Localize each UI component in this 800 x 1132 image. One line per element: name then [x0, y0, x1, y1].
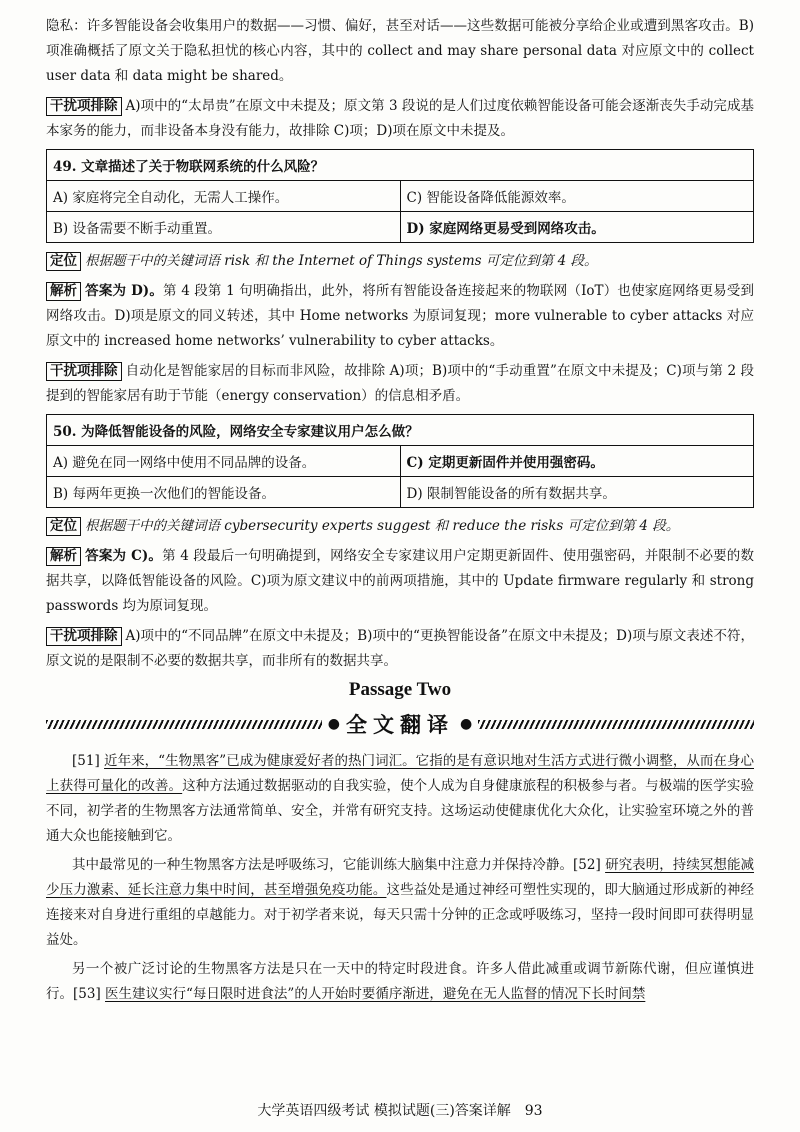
q50-analysis	[46, 544, 754, 619]
q50-distractor-text: A)项中的“不同品牌”在原文中未提及；B)项中的“更换智能设备”在原文中未提及；D)项与原文表述不符，原文说的是限制不必要的数据共享，而非所有的数据共享。	[46, 628, 754, 669]
q50-option-d: D) 限制智能设备的所有数据共享。	[400, 477, 754, 508]
q49-option-c: C) 智能设备降低能源效率。	[400, 181, 754, 212]
analysis-tag: 解析	[46, 547, 81, 566]
answer-page	[46, 14, 754, 1011]
hatch-divider-right	[478, 720, 754, 729]
marker-53: [53]	[73, 986, 101, 1002]
q49-location	[46, 249, 754, 274]
hatch-divider-left	[46, 720, 322, 729]
location-tag: 定位	[46, 252, 81, 271]
q49-option-a: A) 家庭将完全自动化，无需人工操作。	[47, 181, 401, 212]
q50-analysis-text: 第 4 段最后一句明确提到，网络安全专家建议用户定期更新固件、使用强密码，并限制不必要的数据共享，以降低智能设备的风险。C)项为原文建议中的前两项措施，其中的 Update firmware regularly 和 strong passwords 均为原词复现。	[46, 548, 754, 614]
q48-distractor-analysis	[46, 94, 754, 144]
q48-distractor-text: A)项中的“太昂贵”在原文中未提及；原文第 3 段说的是人们过度依赖智能设备可能会逐渐丧失手动完成基本家务的能力，而非设备本身没有能力，故排除 C)项；D)项在原文中未提及。	[46, 98, 754, 139]
bullet-icon: ●	[460, 716, 473, 732]
q49-distractor-text: 自动化是智能家居的目标而非风险，故排除 A)项；B)项中的“手动重置”在原文中未提及；C)项与第 2 段提到的智能家居有助于节能（energy conservation）的信息相矛盾。	[46, 363, 754, 404]
privacy-explanation: 隐私：许多智能设备会收集用户的数据——习惯、偏好，甚至对话——这些数据可能被分享给企业或遭到黑客攻击。B)项准确概括了原文关于隐私担忧的核心内容，其中的 collect and may share personal data 对应原文中的 collect user data 和 data might be shared。	[46, 18, 754, 84]
q49-analysis	[46, 279, 754, 354]
section-banner	[46, 707, 754, 741]
translation-paragraph-2	[46, 853, 754, 953]
page-footer: 大学英语四级考试 模拟试题(三)答案详解 93	[257, 1103, 543, 1119]
passage-title: Passage Two	[348, 679, 452, 700]
q49-answer: 答案为 D)。	[85, 283, 164, 299]
q49-option-d: D) 家庭网络更易受到网络攻击。	[400, 212, 754, 243]
q50-option-b: B) 每两年更换一次他们的智能设备。	[47, 477, 401, 508]
q50-distractor	[46, 624, 754, 674]
question-50-stem: 50. 为降低智能设备的风险，网络安全专家建议用户怎么做？	[47, 415, 754, 446]
location-tag: 定位	[46, 517, 81, 536]
translation-text: 其中最常见的一种生物黑客方法是呼吸练习，它能训练大脑集中注意力并保持冷静。	[72, 857, 574, 873]
analysis-tag: 解析	[46, 282, 81, 301]
section-title: 全文翻译	[346, 713, 454, 737]
bullet-icon: ●	[327, 716, 340, 732]
question-49-stem: 49. 文章描述了关于物联网系统的什么风险？	[47, 150, 754, 181]
question-49-box	[46, 149, 754, 243]
q50-answer: 答案为 C)。	[85, 548, 163, 564]
translation-paragraph-1	[46, 749, 754, 849]
distractor-tag: 干扰项排除	[46, 627, 122, 646]
q50-option-a: A) 避免在同一网络中使用不同品牌的设备。	[47, 446, 401, 477]
q50-option-c: C) 定期更新固件并使用强密码。	[400, 446, 754, 477]
distractor-tag: 干扰项排除	[46, 362, 122, 381]
marker-52: [52]	[573, 857, 601, 873]
q49-option-b: B) 设备需要不断手动重置。	[47, 212, 401, 243]
distractor-tag: 干扰项排除	[46, 97, 122, 116]
marker-51: [51]	[72, 753, 100, 769]
underlined-sentence-52: 研究表明，持续冥想能减少压力激素、延长注意力集中时间，甚至增强免疫功能。	[46, 857, 755, 898]
translation-body	[46, 749, 754, 1007]
q49-location-text: 根据题干中的关键词语 risk 和 the Internet of Things systems 可定位到第 4 段。	[85, 253, 598, 269]
underlined-sentence-51: 近年来，“生物黑客”已成为健康爱好者的热门词汇。它指的是有意识地对生活方式进行微小调整，从而在身心上获得可量化的改善。	[46, 753, 754, 794]
question-50-box	[46, 414, 754, 508]
q50-location	[46, 514, 754, 539]
q49-analysis-text: 第 4 段第 1 句明确指出，此外，将所有智能设备连接起来的物联网（IoT）也使家庭网络更易受到网络攻击。D)项是原文的同义转述，其中 Home networks 为原词复现；more vulnerable to cyber attacks 对应原文中的 increased home networks’ vulnerability to cyber attacks。	[46, 283, 754, 349]
translation-text: 这些益处是通过神经可塑性实现的，即大脑通过形成新的神经连接来对自身进行重组的卓越能力。对于初学者来说，每天只需十分钟的正念或呼吸练习，坚持一段时间即可获得明显益处。	[46, 882, 755, 948]
translation-paragraph-3	[46, 957, 754, 1007]
translation-text: 另一个被广泛讨论的生物黑客方法是只在一天中的特定时段进食。许多人借此减重或调节新陈代谢，但应谨慎进行。	[46, 961, 754, 1002]
q49-distractor	[46, 359, 754, 409]
translation-text: 这种方法通过数据驱动的自我实验，使个人成为自身健康旅程的积极参与者。与极端的医学实验不同，初学者的生物黑客方法通常简单、安全，并常有研究支持。这场运动使健康优化大众化，让实验室环境之外的普通大众也能接触到它。	[46, 778, 755, 844]
underlined-sentence-53: 医生建议实行“每日限时进食法”的人开始时要循序渐进，避免在无人监督的情况下长时间禁	[105, 986, 646, 1002]
q50-location-text: 根据题干中的关键词语 cybersecurity experts suggest 和 reduce the risks 可定位到第 4 段。	[85, 518, 680, 534]
